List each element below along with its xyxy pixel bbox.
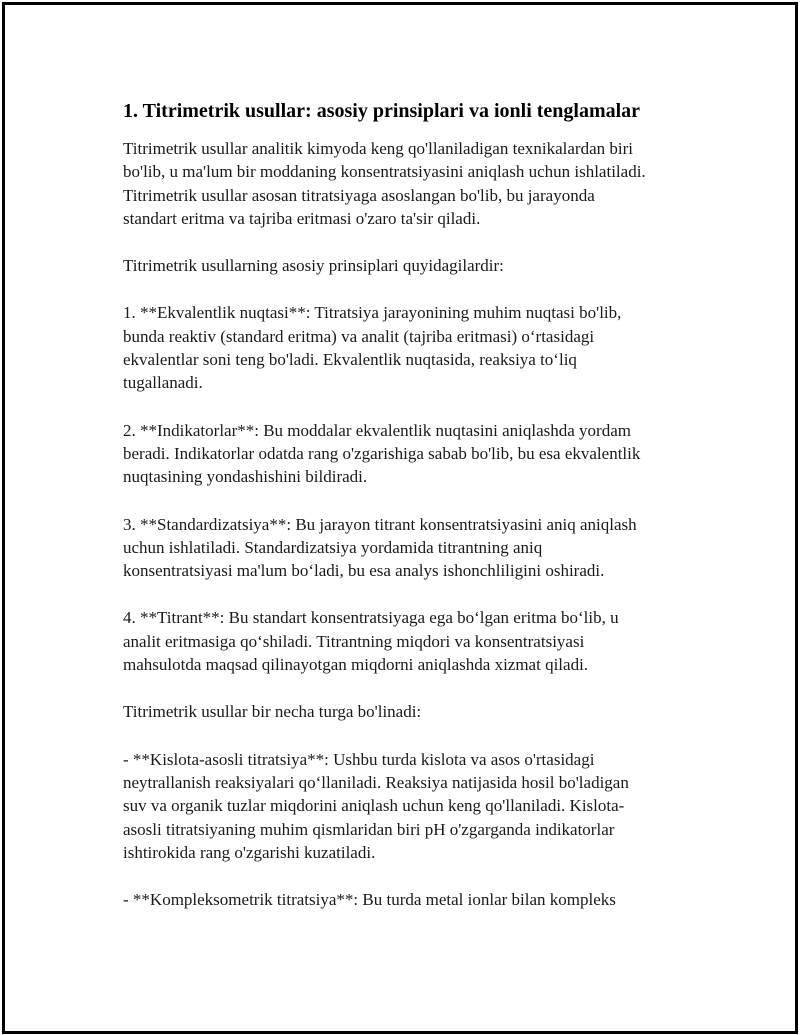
paragraph-principle-3: 3. **Standardizatsiya**: Bu jarayon titrant konsentratsiyasini aniq aniqlash uchun ishlatiladi. Standardizatsiya yordamida titrantning aniq konsentratsiyasi ma'lum bo‘ladi, bu esa analys ishonchliligini oshiradi. bbox=[123, 514, 637, 581]
paragraph-type-acid-base: - **Kislota-asosli titratsiya**: Ushbu turda kislota va asos o'rtasidagi neytrallanish reaksiyalari qo‘llaniladi. Reaksiya natijasida hosil bo'ladigan suv va organik tuzlar miqdorini aniqlash uchun keng qo'llaniladi. Kislota- asosli titratsiyaning muhim qismlaridan biri pH o'zgarganda indikatorlar ishtirokida rang o'zgarishi kuzatiladi. bbox=[123, 749, 629, 862]
paragraph-principle-1: 1. **Ekvalentlik nuqtasi**: Titratsiya jarayonining muhim nuqtasi bo'lib, bunda reaktiv (standard eritma) va analit (tajriba eritmasi) o‘rtasidagi ekvalentlar soni teng bo'ladi. Ekvalentlik nuqtasida, reaksiya to‘liq tugallanadi. bbox=[123, 303, 622, 393]
paragraph-principle-4: 4. **Titrant**: Bu standart konsentratsiyaga ega bo‘lgan eritma bo‘lib, u analit eritmasiga qo‘shiladi. Titrantning miqdori va konsentratsiyasi mahsulotda maqsad qilinayotgan miqdorni aniqlashda xizmat qiladi. bbox=[123, 608, 619, 675]
paragraph-principle-2: 2. **Indikatorlar**: Bu moddalar ekvalentlik nuqtasini aniqlashda yordam beradi. Indikatorlar odatda rang o'zgarishiga sabab bo'lib, bu esa ekvalentlik nuqtasining yondashishini bildiradi. bbox=[123, 420, 641, 487]
document-heading: 1. Titrimetrik usullar: asosiy prinsiplari va ionli tenglamalar bbox=[123, 100, 641, 122]
document-body bbox=[123, 98, 703, 935]
paragraph-intro: Titrimetrik usullar analitik kimyoda keng qo'llaniladigan texnikalardan biri bo'lib, u ma'lum bir moddaning konsentratsiyasini aniqlash uchun ishlatiladi. Titrimetrik usullar asosan titratsiyaga asoslangan bo'lib, bu jarayonda standart eritma va tajriba eritmasi o'zaro ta'sir qiladi. bbox=[123, 139, 646, 228]
page-frame bbox=[2, 2, 798, 1034]
paragraph-type-complexometric: - **Kompleksometrik titratsiya**: Bu turda metal ionlar bilan kompleks bbox=[123, 890, 616, 910]
paragraph-principles-lead: Titrimetrik usullarning asosiy prinsiplari quyidagilardir: bbox=[123, 256, 504, 276]
paragraph-types-lead: Titrimetrik usullar bir necha turga bo'linadi: bbox=[123, 702, 422, 722]
